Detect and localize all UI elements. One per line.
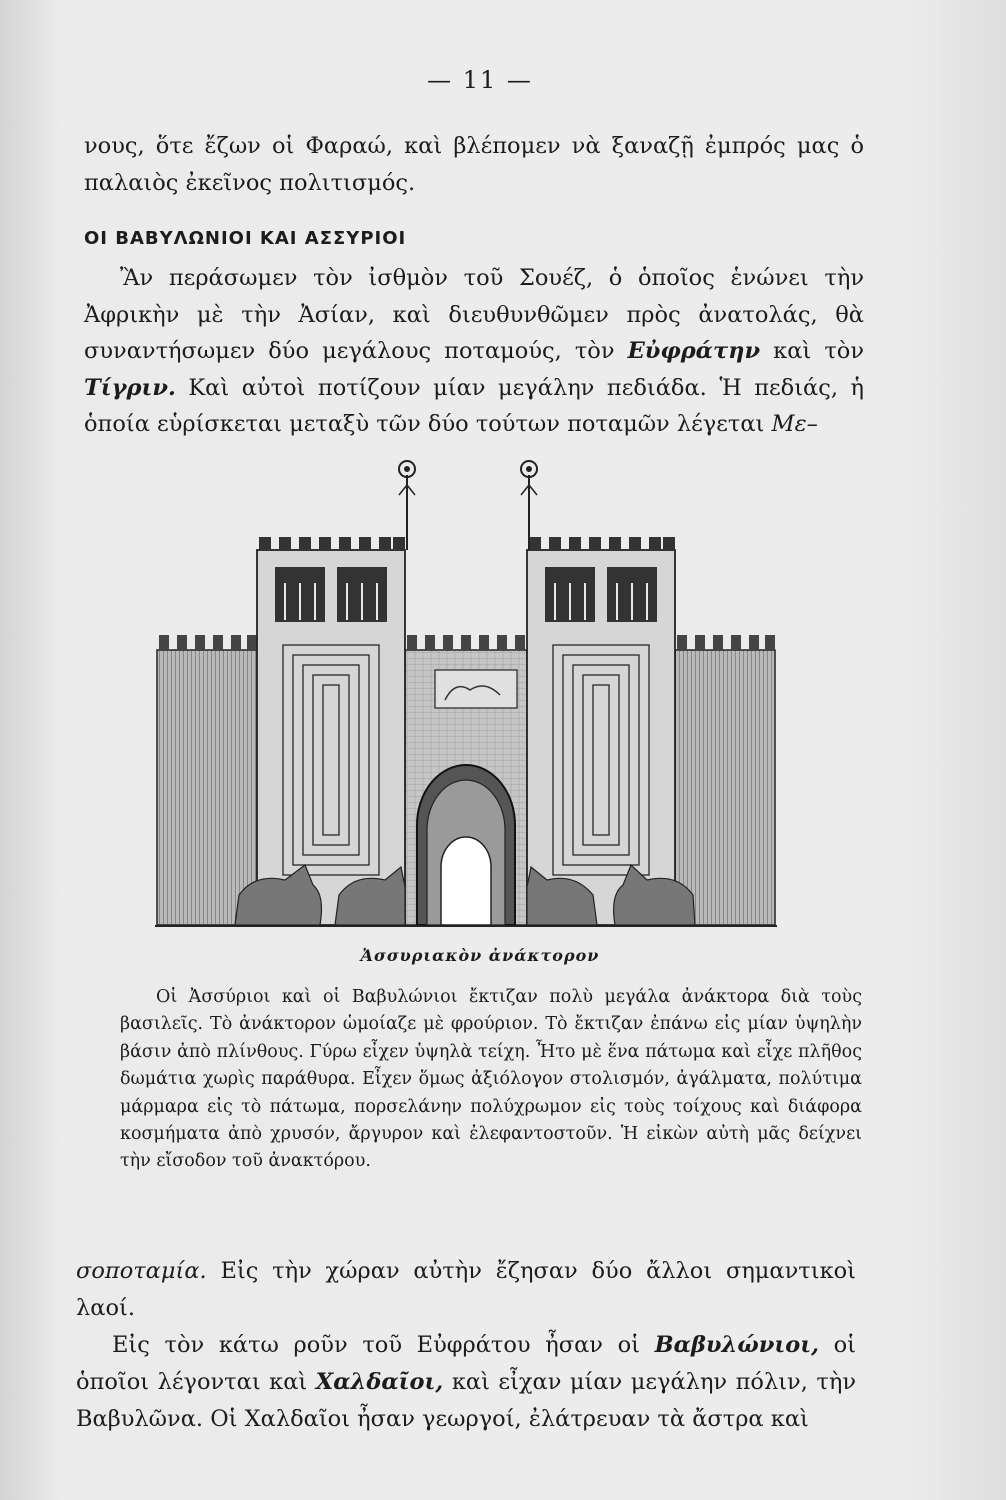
- right-tower-crenellations: [529, 537, 675, 551]
- paragraph-2-part2: οἱ ὁποῖοι λέγονται καὶ: [76, 1332, 856, 1395]
- paragraph-1: [84, 260, 864, 443]
- left-flagpole: [399, 461, 415, 550]
- doorway: [441, 837, 491, 925]
- page-number: — 11 —: [427, 66, 533, 94]
- paragraph-1-part1: Ἂν περάσωμεν τὸν ἰσθμὸν τοῦ Σουέζ, ὁ ὁποῖος ἑνώνει τὴν Ἀφρικὴν μὲ τὴν Ἀσίαν, καὶ διευθυνθῶμεν πρὸς ἀνατολάς, θὰ συναντήσωμεν δύο μεγάλους ποταμούς, τὸν: [84, 265, 864, 364]
- left-wall-crenellations: [159, 635, 257, 650]
- bottom-line1-rest: Εἰς τὴν χώραν αὐτὴν ἔζησαν δύο ἄλλοι σημαντικοὶ λαοί.: [76, 1258, 856, 1321]
- chaldeans-term: Χαλδαῖοι,: [315, 1369, 444, 1395]
- right-wall-crenellations: [677, 635, 775, 650]
- paragraph-2-part1: Εἰς τὸν κάτω ροῦν τοῦ Εὐφράτου ἦσαν οἱ: [112, 1332, 640, 1358]
- mesopotamia-start: Με–: [771, 411, 818, 437]
- intro-paragraph: [84, 128, 864, 201]
- intro-text: νους, ὅτε ἔζων οἱ Φαραώ, καὶ βλέπομεν νὰ ξαναζῇ ἐμπρός μας ὁ παλαιὸς ἐκεῖνος πολιτισμός.: [84, 133, 864, 196]
- babylonians-term: Βαβυλώνιοι,: [654, 1332, 819, 1358]
- paragraph-1-part2: καὶ τὸν: [773, 338, 864, 364]
- section-heading: ΟΙ ΒΑΒΥΛΩΝΙΟΙ ΚΑΙ ΑΣΣΥΡΙΟΙ: [84, 228, 407, 249]
- gate-crenellations: [407, 635, 525, 650]
- mesopotamia-end: σοποταμία.: [76, 1258, 207, 1284]
- bottom-text: [76, 1253, 856, 1438]
- left-wall: [157, 650, 257, 925]
- right-flagpole: [521, 461, 537, 550]
- paragraph-2-part3: καὶ εἶχαν μίαν μεγάλην πόλιν, τὴν Βαβυλῶνα. Οἱ Χαλδαῖοι ἦσαν γεωργοί, ἐλάτρευαν τὰ ἄστρα καὶ: [76, 1369, 856, 1432]
- left-tower-crenellations: [259, 537, 405, 551]
- relief-panel: [435, 670, 517, 708]
- right-wall: [675, 650, 775, 925]
- figure-caption: Ἀσσυριακὸν ἀνάκτορον: [360, 946, 600, 965]
- tigris-term: Τίγριν.: [84, 374, 176, 401]
- caption-paragraph: [120, 984, 862, 1176]
- assyrian-palace-illustration: [155, 455, 777, 930]
- paragraph-1-part3: Καὶ αὐτοὶ ποτίζουν μίαν μεγάλην πεδιάδα. Ἡ πεδιάς, ἡ ὁποία εὑρίσκεται μεταξὺ τῶν δύο τούτων ποταμῶν λέγεται: [84, 374, 864, 437]
- euphrates-term: Εὐφράτην: [627, 338, 761, 364]
- caption-text: Οἱ Ἀσσύριοι καὶ οἱ Βαβυλώνιοι ἔκτιζαν πολὺ μεγάλα ἀνάκτορα διὰ τοὺς βασιλεῖς. Τὸ ἀνάκτορον ὡμοίαζε μὲ φρούριον. Τὸ ἔκτιζαν ἐπάνω εἰς μίαν ὑψηλὴν βάσιν ἀπὸ πλίνθους. Γύρω εἶχεν ὑψηλὰ τείχη. Ἦτο μὲ ἕνα πάτωμα καὶ εἶχε πλῆθος δωμάτια χωρὶς παράθυρα. Εἶχεν ὅμως ἀξιόλογον στολισμόν, ἀγάλματα, πολύτιμα μάρμαρα εἰς τὸ πάτωμα, πορσελάνην πολύχρωμον εἰς τοὺς τοίχους καὶ διάφορα κοσμήματα ἀπὸ χρυσόν, ἄργυρον καὶ ἐλεφαντοστοῦν. Ἡ εἰκὼν αὐτὴ μᾶς δείχνει τὴν εἴσοδον τοῦ ἀνακτόρου.: [120, 987, 862, 1172]
